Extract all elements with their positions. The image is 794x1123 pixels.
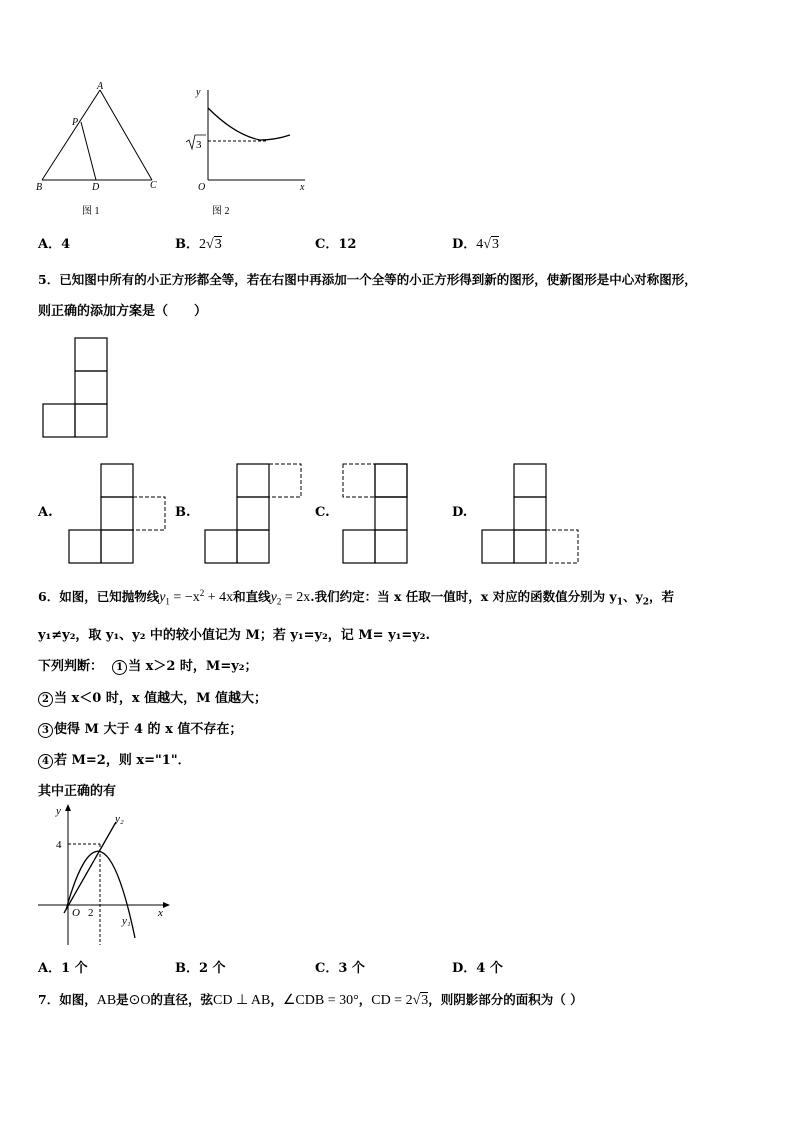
q6-line-1: 6．如图，已知抛物线$y_1 = -x^2 + 4x$和直线$y_2 = 2x$.我们约定：当 x 任取一值时，x 对应的函数值分别为 $y_1$、$y_2$，若 <box>38 587 675 608</box>
q6-label-o: O <box>72 907 80 919</box>
q6-label-y1: y₁ <box>122 915 131 927</box>
q5-option-d-figure <box>479 462 583 566</box>
q5-option-a-label: A. <box>38 505 53 520</box>
q6-label-x: x <box>158 907 163 919</box>
q5-base-figure <box>40 336 112 440</box>
q6-option-b: B．2 个 <box>175 961 226 976</box>
q6-statement-1: 下列判断： 1 当 x＞2 时，M=y₂； <box>38 659 258 674</box>
q5-option-b-label: B. <box>175 505 191 520</box>
q6-statement-3: 3 使得 M 大于 4 的 x 值不存在； <box>38 718 242 738</box>
label-a: A <box>97 81 104 92</box>
fig1-caption: 图 1 <box>82 206 100 217</box>
q6-label-4: 4 <box>56 839 62 851</box>
q6-option-c: C．3 个 <box>315 961 365 976</box>
q6-label-2: 2 <box>88 907 94 919</box>
q5-option-c-figure <box>340 462 444 566</box>
q6-statement-2: 2 当 x＜0 时，x 值越大，M 值越大； <box>38 687 267 707</box>
label-y: y <box>196 87 201 98</box>
label-c: C <box>150 180 157 191</box>
q5-option-d-label: D. <box>452 505 468 520</box>
svg-text:3: 3 <box>196 139 202 151</box>
label-o: O <box>198 182 206 193</box>
q5-option-a-figure <box>66 462 170 566</box>
q5-option-b-figure <box>202 462 306 566</box>
q5-line-1: 5．已知图中所有的小正方形都全等，若在右图中再添加一个全等的小正方形得到新的图形，使新图形是中心对称图形， <box>38 272 697 287</box>
triangle-side-ab <box>42 90 100 180</box>
label-b: B <box>36 182 43 193</box>
q6-option-a: A．1 个 <box>38 961 88 976</box>
triangle-side-ac <box>100 90 152 180</box>
q6-label-y2: y₂ <box>115 813 124 825</box>
q6-correct-prompt: 其中正确的有 <box>38 784 117 799</box>
q6-graph <box>36 800 176 948</box>
sqrt3-label <box>186 135 206 151</box>
q6-statement-4: 4 若 M=2，则 x="1"． <box>38 749 191 769</box>
function-curve <box>208 108 290 140</box>
q4-option-a: A．4 <box>38 237 71 252</box>
q6-option-d: D．4 个 <box>452 961 503 976</box>
q7-line: 7．如图，AB是⊙O的直径，弦CD ⊥ AB，∠CDB = 30°，CD = 2√3，则阴影部分的面积为（ ） <box>38 992 583 1008</box>
q5-option-c-label: C. <box>315 505 330 520</box>
q4-option-b: B．2√3 <box>175 237 222 252</box>
label-x: x <box>300 182 305 193</box>
label-d: D <box>92 182 100 193</box>
q5-line-2: 则正确的添加方案是（ ） <box>38 304 208 319</box>
figure-2 <box>180 80 320 225</box>
fig2-caption: 图 2 <box>212 206 230 217</box>
q6-label-y: y <box>56 805 61 817</box>
line-y2 <box>64 822 116 913</box>
label-p: P <box>72 117 79 128</box>
q4-option-c: C．12 <box>315 237 357 252</box>
q6-line-2: y₁≠y₂，取 y₁、y₂ 中的较小值记为 M；若 y₁=y₂，记 M= y₁=y₂. <box>38 628 431 643</box>
figure-1 <box>30 80 170 225</box>
segment-pd <box>81 122 96 180</box>
q4-option-d: D．4√3 <box>452 237 499 252</box>
